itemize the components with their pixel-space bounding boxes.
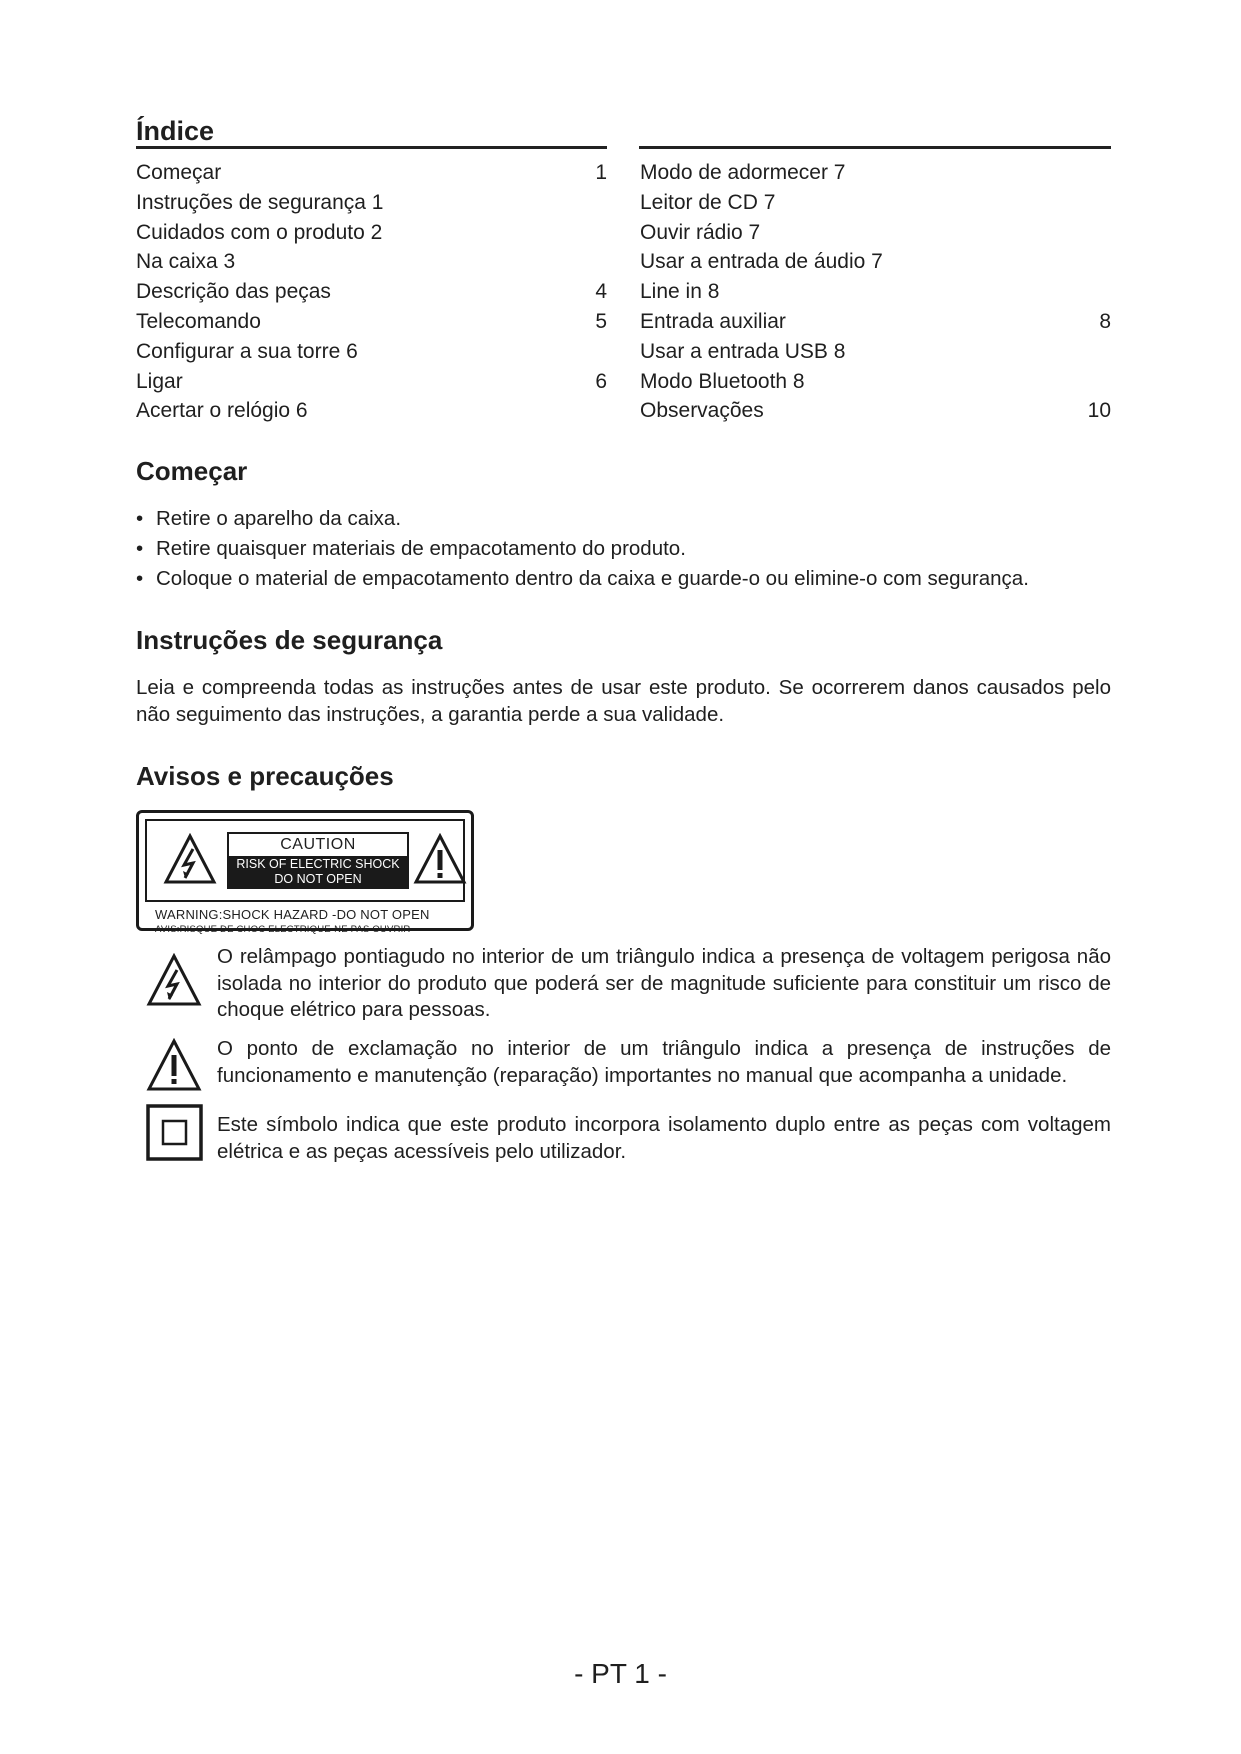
caution-warning-text: WARNING:SHOCK HAZARD -DO NOT OPEN <box>155 907 430 922</box>
list-item: • Coloque o material de empacotamento dentro da caixa e guarde-o ou elimine-o com segurança. <box>136 567 1029 590</box>
lightning-triangle-icon <box>163 833 217 885</box>
double-insulation-icon <box>146 1104 203 1161</box>
toc-entry: Instruções de segurança 1 <box>136 190 384 214</box>
caution-label <box>136 810 474 935</box>
index-rule-right <box>639 146 1111 149</box>
toc-entry: Configurar a sua torre 6 <box>136 339 358 363</box>
lightning-triangle-icon <box>146 953 202 1007</box>
toc-entry: Observações 10 <box>640 399 1111 423</box>
toc-entry: Entrada auxiliar 8 <box>640 309 1111 333</box>
toc-entry: Usar a entrada de áudio 7 <box>640 250 883 274</box>
section-title-avisos: Avisos e precauções <box>136 761 394 791</box>
toc-entry: Cuidados com o produto 2 <box>136 220 383 244</box>
toc-entry: Ligar 6 <box>136 369 607 393</box>
caution-word: CAUTION <box>227 832 409 858</box>
page-number: - PT 1 - <box>574 1658 667 1689</box>
toc-entry: Usar a entrada USB 8 <box>640 339 846 363</box>
section-title-seguranca: Instruções de segurança <box>136 625 443 655</box>
list-item: • Retire quaisquer materiais de empacotamento do produto. <box>136 537 686 560</box>
toc-entry: Ouvir rádio 7 <box>640 220 761 244</box>
toc-entry: Modo Bluetooth 8 <box>640 369 805 393</box>
toc-entry: Line in 8 <box>640 280 720 304</box>
toc-entry: Acertar o relógio 6 <box>136 399 308 423</box>
index-rule-left <box>136 146 607 149</box>
toc-entry: Descrição das peças 4 <box>136 280 607 304</box>
toc-entry: Começar 1 <box>136 161 607 184</box>
index-title: Índice <box>136 116 215 146</box>
toc-entry: Telecomando 5 <box>136 309 607 333</box>
exclamation-triangle-icon <box>413 833 467 885</box>
seguranca-paragraph: Leia e compreenda todas as instruções antes de usar este produto. Se ocorrerem danos causados pelo não seguimento das instruções, a garantia perde a sua validade. <box>136 676 1111 726</box>
bullet-list <box>136 504 1029 594</box>
toc-column-left <box>136 158 607 426</box>
section-title-comecar: Começar <box>136 456 248 486</box>
caution-avis-text: AVIS:RISQUE DE CHOC ELECTRIQUE-NE PAS OUVRIR <box>155 924 411 935</box>
caution-label-top <box>145 819 465 902</box>
symbol-description: Este símbolo indica que este produto incorpora isolamento duplo entre as peças com voltagem elétrica e as peças acessíveis pelo utilizador. <box>217 1113 1111 1163</box>
symbol-description: O ponto de exclamação no interior de um triângulo indica a presença de instruções de funcionamento e manutenção (reparação) importantes no manual que acompanha a unidade. <box>217 1037 1111 1087</box>
symbol-description: O relâmpago pontiagudo no interior de um triângulo indica a presença de voltagem perigosa não isolada no interior do produto que poderá ser de magnitude suficiente para constituir um risco de choque elétrico para pessoas. <box>217 945 1111 1021</box>
list-item: • Retire o aparelho da caixa. <box>136 507 402 530</box>
toc-entry: Na caixa 3 <box>136 250 236 274</box>
toc-column-right <box>640 158 1111 426</box>
exclamation-triangle-icon <box>146 1038 202 1092</box>
caution-risk-banner: RISK OF ELECTRIC SHOCK DO NOT OPEN <box>227 857 409 889</box>
toc-entry: Modo de adormecer 7 <box>640 161 846 184</box>
toc-entry: Leitor de CD 7 <box>640 190 776 214</box>
